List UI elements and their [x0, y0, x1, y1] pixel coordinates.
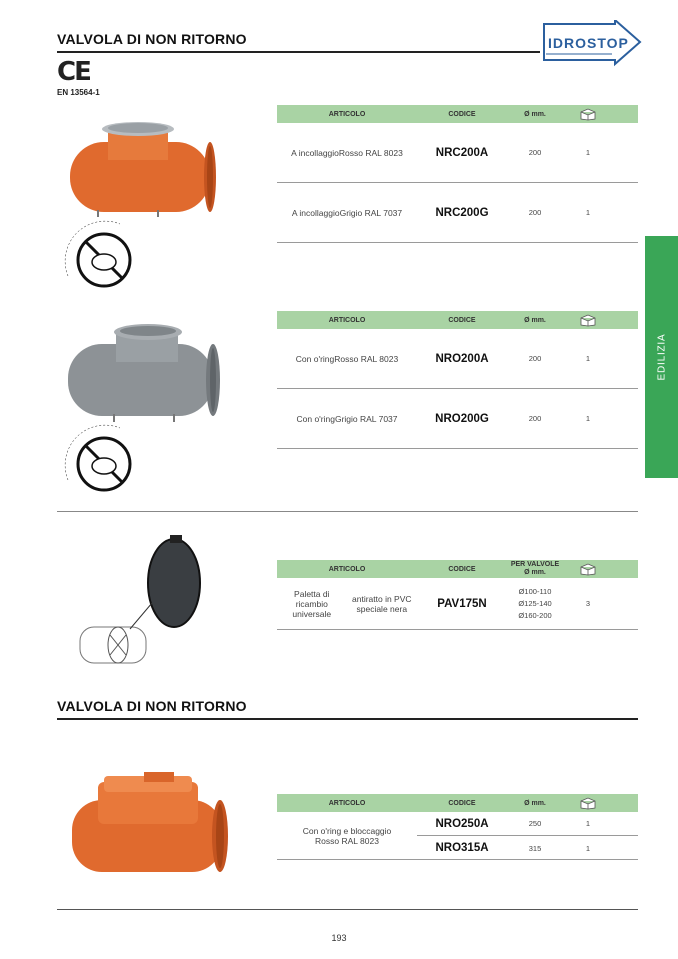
flap-image — [78, 535, 208, 680]
category-tab-label: EDILIZIA — [656, 333, 667, 381]
table-row — [277, 329, 638, 389]
col-diameter: Ø mm. — [524, 316, 546, 324]
row-description: Paletta di ricambio universale antiratto in PVC speciale nera — [292, 588, 412, 619]
anti-rat-stamp — [58, 420, 146, 513]
row-sizes: Ø100-110 Ø125-140 Ø160-200 — [518, 586, 552, 620]
table-row — [417, 836, 638, 860]
col-pack — [563, 560, 613, 578]
box-icon — [579, 796, 597, 810]
table-header — [277, 105, 638, 123]
col-articolo: ARTICOLO — [328, 110, 366, 118]
row-code: NRO200G — [435, 412, 489, 425]
row-code: NRC200A — [435, 146, 489, 159]
col-articolo: ARTICOLO — [328, 565, 366, 573]
row-code: NRC200G — [435, 206, 489, 219]
row-qty: 1 — [585, 354, 591, 363]
logo-text: IDROSTOP — [548, 35, 629, 51]
col-codice: CODICE — [448, 565, 476, 573]
table-row — [277, 123, 638, 183]
row-qty: 1 — [585, 819, 591, 828]
col-codice: CODICE — [448, 799, 476, 807]
row-diameter: 200 — [528, 208, 542, 217]
row-description: Con o'ring e bloccaggio Rosso RAL 8023 — [302, 826, 392, 846]
table-row — [277, 578, 638, 630]
product-table-nrc — [277, 105, 638, 243]
section-title: VALVOLA DI NON RITORNO — [57, 698, 247, 714]
box-icon — [579, 562, 597, 576]
row-diameter: 200 — [528, 148, 542, 157]
valve-orange-large-image — [70, 772, 230, 885]
table-header — [277, 560, 638, 578]
footer-rule — [57, 909, 638, 910]
box-icon — [579, 107, 597, 121]
title-rule — [57, 51, 540, 53]
col-pack — [563, 794, 613, 812]
product-table-nro-large — [277, 794, 638, 860]
row-description: A incollaggio Grigio RAL 7037 — [291, 207, 403, 218]
row-qty: 1 — [585, 148, 591, 157]
page-title: VALVOLA DI NON RITORNO — [57, 31, 247, 47]
row-description: Con o'ring Rosso RAL 8023 — [295, 353, 399, 364]
row-code: NRO250A — [435, 817, 489, 830]
col-pack — [563, 311, 613, 329]
title-rule — [57, 718, 638, 720]
row-qty: 1 — [585, 414, 591, 423]
row-diameter: 200 — [528, 414, 542, 423]
table-row — [277, 389, 638, 449]
row-qty: 1 — [585, 208, 591, 217]
row-diameter: 315 — [528, 843, 542, 853]
section-divider — [57, 511, 638, 512]
table-row — [417, 812, 638, 836]
brand-logo — [540, 20, 642, 68]
col-pack — [563, 105, 613, 123]
row-code: NRO315A — [435, 842, 489, 854]
standard-label: EN 13564-1 — [57, 88, 100, 97]
table-row — [277, 183, 638, 243]
col-per-valvole: PER VALVOLE Ø mm. — [510, 561, 560, 576]
col-codice: CODICE — [448, 316, 476, 324]
page-number: 193 — [331, 933, 347, 943]
ce-mark: CE — [57, 57, 90, 87]
row-qty: 1 — [585, 843, 591, 853]
col-diameter: Ø mm. — [524, 110, 546, 118]
table-header — [277, 311, 638, 329]
row-description: A incollaggio Rosso RAL 8023 — [291, 147, 403, 158]
col-articolo: ARTICOLO — [328, 799, 366, 807]
product-table-nro — [277, 311, 638, 449]
row-description: Con o'ring Grigio RAL 7037 — [296, 413, 398, 424]
box-icon — [579, 313, 597, 327]
category-tab[interactable] — [645, 236, 678, 478]
col-codice: CODICE — [448, 110, 476, 118]
product-table-pav — [277, 560, 638, 630]
col-diameter: Ø mm. — [524, 799, 546, 807]
table-header — [277, 794, 638, 812]
row-code: NRO200A — [435, 352, 489, 365]
row-diameter: 200 — [528, 354, 542, 363]
valve-orange-image — [68, 120, 218, 225]
row-qty: 3 — [585, 599, 591, 608]
col-articolo: ARTICOLO — [328, 316, 366, 324]
row-code: PAV175N — [437, 597, 487, 610]
table-body — [277, 812, 638, 860]
valve-grey-image — [66, 322, 222, 433]
row-diameter: 250 — [528, 819, 542, 828]
anti-rat-stamp — [58, 216, 146, 309]
